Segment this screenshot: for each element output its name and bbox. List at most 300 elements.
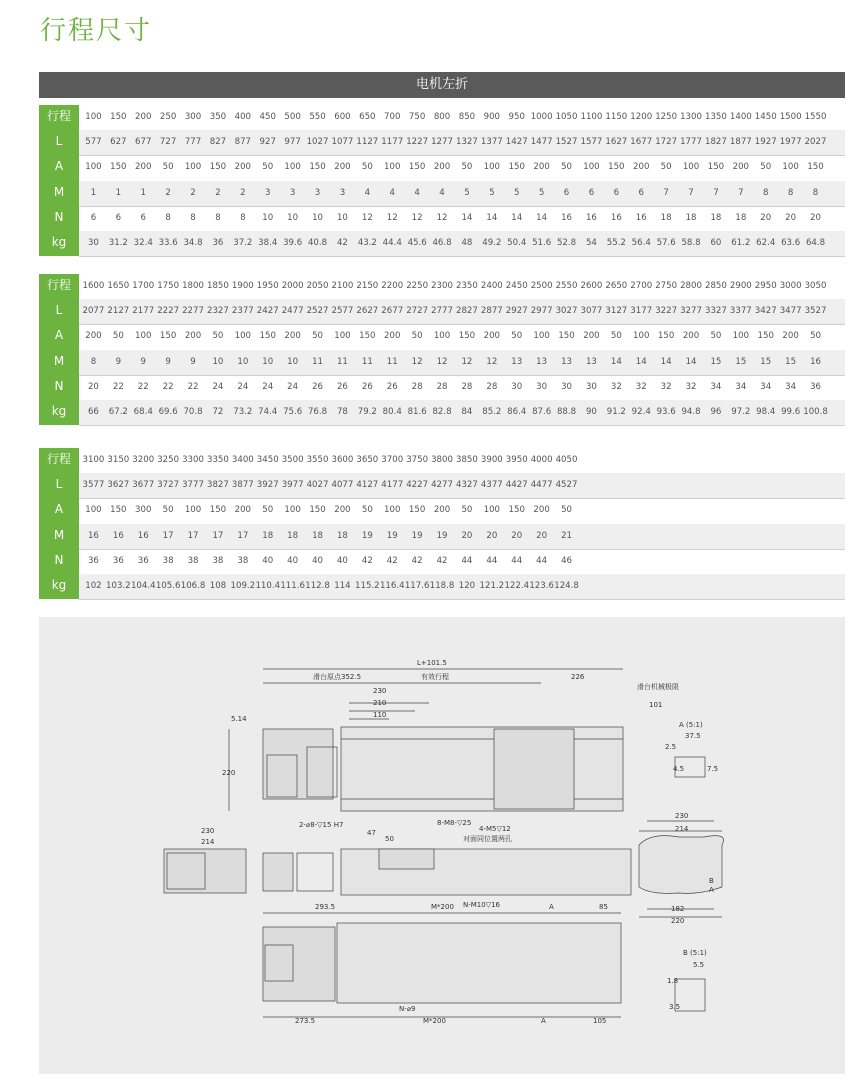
table-cell: 50 [262,505,274,516]
table-cell: 3027 [555,306,578,317]
table-cell: 100 [85,505,102,516]
table-cell: 3127 [605,306,628,317]
table-cell: 50 [710,331,722,342]
table-cell: 50 [561,162,572,173]
label-a: A [709,886,714,894]
table-cell: 150 [159,331,177,342]
table-cell: 20 [810,212,821,223]
table-cell: 38 [237,555,249,566]
table-cell: 123.6 [529,581,554,591]
table-cell: 20 [536,530,548,541]
table-cell: 85.2 [482,407,502,417]
table-cell: 150 [408,505,426,516]
table-cell: 550 [309,112,326,122]
table-cell: 1677 [630,137,653,148]
table-cell: 104.4 [130,581,156,591]
table-cell: 26 [361,381,373,392]
row-label: kg [51,404,67,418]
table-cell: 1127 [356,137,379,148]
table-cell: 102 [85,581,102,591]
table-cell: 10 [336,212,348,223]
table-row [79,324,845,350]
table-cell: 3427 [754,306,777,317]
table-cell: 54 [585,238,597,248]
table-cell: 977 [284,137,301,148]
table-cell: 72 [212,407,224,417]
table-cell: 3627 [107,480,130,491]
table-cell: 150 [259,331,276,342]
row-label: M [53,527,65,542]
dim-105: 105 [593,1017,607,1025]
dim-50: 50 [385,835,394,843]
table-cell: 36 [212,238,224,248]
table-cell: 100 [234,331,252,342]
table-cell: 3100 [82,455,105,465]
table-cell: 2550 [555,281,578,291]
table-cell: 200 [135,112,152,122]
table-cell: 100 [184,505,202,516]
dim-2735: 273.5 [295,1017,316,1025]
dim-182: 182 [671,905,685,913]
table-cell: 61.2 [731,238,751,248]
table-cell: 94.8 [681,407,701,417]
table-cell: 150 [408,162,426,173]
table-cell: 3550 [306,455,329,465]
table-cell: 6 [140,212,146,223]
table-cell: 3177 [630,306,653,317]
table-cell: 8 [190,212,196,223]
table-cell: 1650 [107,281,130,291]
table-cell: 200 [334,505,351,516]
table-cell: 1727 [655,137,678,148]
dim-l-total: L+101.5 [417,659,447,667]
table-cell: 3500 [281,455,304,465]
table-cell: 1450 [754,112,777,122]
table-cell: 97.2 [731,407,751,417]
table-cell: 9 [140,356,146,367]
table-cell: 36 [87,555,99,566]
table-cell: 2300 [431,281,453,291]
table-cell: 13 [561,356,572,367]
table-cell: 60 [710,238,722,248]
table-cell: 6 [115,212,122,223]
table-cell: 22 [187,381,199,392]
table-cell: 100 [284,162,301,173]
table-cell: 10 [312,212,323,223]
table-cell: 3 [289,187,296,198]
table-cell: 50 [112,331,124,342]
table-cell: 4127 [356,480,379,491]
table-cell: 52.8 [556,238,577,248]
table-cell: 50 [461,162,473,173]
table-cell: 200 [483,331,501,342]
table-cell: 26 [312,381,323,392]
table-cell: 92.4 [631,407,651,417]
table-cell: 11 [336,356,348,367]
table-cell: 200 [533,162,550,173]
table-cell: 19 [361,530,373,541]
table-row [79,130,845,156]
table-cell: 34 [785,381,797,392]
table-cell: 1577 [580,137,603,148]
table-cell: 1200 [630,112,653,122]
table-cell: 3977 [281,480,304,491]
table-cell: 10 [237,356,249,367]
table-cell: 150 [608,162,625,173]
table-cell: 1377 [480,137,503,148]
table-cell: 81.6 [407,407,427,417]
table-cell: 2400 [480,281,503,291]
table-cell: 2 [240,187,246,198]
dim-holes-h7: 2-⌀8-▽15 H7 [299,821,344,829]
detail-a-title: A (5:1) [679,721,703,729]
table-cell: 18 [735,212,747,223]
table-cell: 3677 [132,480,155,491]
section-banner: 电机左折 [39,72,845,98]
table-cell: 4050 [555,455,578,465]
table-row [79,524,845,550]
table-cell: 50 [262,162,274,173]
table-cell: 2177 [132,306,155,317]
table-cell: 650 [359,112,376,122]
row-label: M [53,353,65,368]
table-cell: 55.2 [606,238,626,248]
table-cell: 150 [757,331,774,342]
table-cell: 200 [433,505,451,516]
row-label: A [54,502,64,517]
dim-210: 210 [373,699,387,707]
table-cell: 1827 [705,137,727,148]
table-cell: 100 [433,331,451,342]
table-cell: 18 [287,530,299,541]
table-cell: 40 [336,555,348,566]
table-cell: 8 [240,212,246,223]
table-cell: 150 [309,505,326,516]
table-cell: 16 [585,212,597,223]
table-cell: 43.2 [357,238,377,248]
table-cell: 66 [87,407,99,417]
table-cell: 2 [165,187,171,198]
table-cell: 1627 [605,137,628,148]
table-cell: 10 [262,212,274,223]
dim-side-214: 214 [675,825,689,833]
table-cell: 3000 [779,281,802,291]
table-cell: 50 [660,162,672,173]
table-cell: 50 [760,162,772,173]
table-cell: 31.2 [108,238,128,248]
table-cell: 200 [284,331,301,342]
table-row [79,549,845,575]
table-cell: 91.2 [606,407,626,417]
table-cell: 4227 [406,480,429,491]
table-cell: 2127 [107,306,130,317]
table-cell: 28 [411,381,423,392]
table-cell: 150 [707,162,725,173]
table-cell: 2377 [231,306,254,317]
table-cell: 122.4 [504,581,530,591]
table-cell: 6 [563,187,570,198]
table-cell: 150 [110,505,127,516]
dim-m10: N-M10▽16 [463,901,500,909]
table-cell: 2077 [82,306,105,317]
table-cell: 2750 [655,281,678,291]
table-cell: 30 [585,381,597,392]
table-cell: 17 [237,530,249,541]
table-cell: 109.2 [230,581,256,591]
table-cell: 14 [461,212,473,223]
table-cell: 78 [336,407,348,417]
dim-220b: 220 [671,917,685,925]
table-cell: 117.6 [404,581,430,591]
table-cell: 2027 [804,137,827,148]
table-cell: 200 [433,162,451,173]
table-cell: 8 [763,187,769,198]
table-cell: 1927 [754,137,777,148]
table-row [79,400,845,426]
table-cell: 1850 [207,281,229,291]
table-cell: 200 [782,331,799,342]
table-cell: 33.6 [158,238,178,248]
table-cell: 76.8 [307,407,328,417]
table-cell: 4427 [505,480,528,491]
table-cell: 2277 [182,306,204,317]
table-cell: 4027 [306,480,329,491]
table-cell: 3300 [182,455,204,465]
table-cell: 3600 [331,455,354,465]
dim-226: 226 [571,673,585,681]
table-cell: 30 [561,381,572,392]
table-cell: 4 [414,187,420,198]
table-cell: 50 [810,331,821,342]
table-cell: 79.2 [357,407,377,417]
table-cell: 100 [583,162,600,173]
table-cell: 32 [660,381,672,392]
table-cell: 12 [411,212,423,223]
table-cell: 13 [536,356,548,367]
table-cell: 68.4 [133,407,153,417]
table-cell: 67.2 [108,407,128,417]
table-cell: 200 [234,162,252,173]
table-cell: 50 [511,331,523,342]
dim-left-230: 230 [201,827,215,835]
table-cell: 22 [112,381,124,392]
table-cell: 3400 [231,455,254,465]
table-cell: 3777 [182,480,204,491]
table-cell: 111.6 [280,581,305,591]
row-label: A [54,328,64,343]
table-cell: 2627 [356,306,379,317]
table-cell: 1077 [331,137,354,148]
table-cell: 30 [536,381,548,392]
table-cell: 727 [159,137,177,148]
dim-45: 4.5 [673,765,685,773]
table-cell: 16 [137,530,149,541]
table-row [79,574,845,600]
table-cell: 44.4 [382,238,402,248]
table-cell: 100 [384,162,401,173]
table-cell: 14 [635,356,647,367]
table-cell: 627 [110,137,127,148]
table-cell: 14 [486,212,498,223]
table-cell: 57.6 [656,238,676,248]
table-cell: 7 [688,187,694,198]
table-cell: 16 [810,356,821,367]
table-cell: 103.2 [106,581,131,591]
table-cell: 1900 [231,281,254,291]
table-cell: 3450 [256,455,279,465]
table-cell: 44 [486,555,498,566]
table-cell: 105.6 [155,581,181,591]
table-cell: 24 [262,381,274,392]
table-cell: 1350 [705,112,727,122]
table-cell: 50 [361,162,373,173]
table-cell: 2677 [381,306,404,317]
table-cell: 3750 [406,455,429,465]
table-cell: 2477 [281,306,304,317]
table-cell: 86.4 [507,407,527,417]
table-cell: 6 [613,187,620,198]
table-cell: 100 [85,162,102,173]
table-cell: 42 [436,555,448,566]
row-label: 行程 [46,452,71,466]
table-cell: 12 [411,356,423,367]
table-cell: 38.4 [258,238,278,248]
table-cell: 63.6 [781,238,801,248]
table-cell: 2527 [306,306,329,317]
table-cell: 3477 [779,306,802,317]
table-cell: 3850 [456,455,478,465]
table-cell: 56.4 [631,238,651,248]
dim-230: 230 [373,687,387,695]
table-cell: 50 [461,505,473,516]
table-cell: 3650 [356,455,379,465]
row-label: 行程 [46,278,71,292]
page-title: 行程尺寸 [40,16,153,46]
table-cell: 16 [561,212,572,223]
table-cell: 82.8 [432,407,452,417]
table-cell: 150 [359,331,376,342]
table-cell: 2700 [630,281,653,291]
table-cell: 5 [464,187,470,198]
row-label: L [55,303,63,318]
dim-a-top: A [549,903,554,911]
table-cell: 4527 [555,480,578,491]
table-cell: 150 [209,505,227,516]
table-cell: 1327 [456,137,478,148]
table-cell: 2250 [406,281,429,291]
technical-drawing [39,617,845,1074]
dim-75: 7.5 [707,765,719,773]
table-cell: 9 [190,356,196,367]
table-cell: 200 [184,331,202,342]
table-cell: 19 [436,530,448,541]
row-label: N [54,378,64,393]
table-row [79,231,845,257]
table-cell: 2577 [331,306,354,317]
table-cell: 1150 [605,112,628,122]
table-cell: 2827 [456,306,478,317]
table-cell: 18 [262,530,274,541]
table-cell: 42 [411,555,423,566]
table-cell: 12 [436,212,448,223]
table-cell: 10 [262,356,274,367]
table-cell: 20 [511,530,523,541]
table-cell: 2000 [281,281,304,291]
table-cell: 14 [536,212,548,223]
table-cell: 3577 [82,480,105,491]
table-row [79,155,845,181]
table-cell: 5 [489,187,495,198]
table-cell: 8 [215,212,221,223]
table-cell: 6 [90,212,97,223]
table-cell: 3927 [256,480,279,491]
dim-side-230: 230 [675,812,689,820]
table-cell: 22 [137,381,149,392]
dim-47: 47 [367,829,376,837]
table-cell: 3050 [804,281,827,291]
table-cell: 26 [336,381,348,392]
table-cell: 32 [610,381,622,392]
table-row [79,350,845,376]
table-cell: 2 [215,187,221,198]
table-row [79,105,845,131]
table-cell: 1427 [505,137,528,148]
table-cell: 18 [312,530,323,541]
dim-55: 5.5 [693,961,705,969]
dim-220: 220 [222,769,236,777]
dim-m200b: M*200 [423,1017,446,1025]
table-cell: 150 [458,331,476,342]
table-cell: 1750 [157,281,180,291]
table-cell: 50 [212,331,224,342]
table-cell: 30 [511,381,523,392]
table-cell: 1977 [779,137,802,148]
table-cell: 3377 [729,306,752,317]
table-cell: 3227 [655,306,678,317]
table-cell: 18 [660,212,672,223]
table-cell: 100 [85,112,102,122]
table-cell: 200 [533,505,550,516]
table-cell: 12 [361,212,373,223]
table-cell: 500 [284,112,301,122]
table-cell: 6 [588,187,595,198]
table-cell: 150 [209,162,227,173]
table-cell: 16 [112,530,124,541]
table-cell: 2450 [505,281,528,291]
table-cell: 2200 [381,281,404,291]
table-cell: 1877 [729,137,752,148]
table-cell: 927 [259,137,276,148]
dim-25: 2.5 [665,743,677,751]
table-cell: 42 [361,555,373,566]
table-cell: 36 [137,555,149,566]
table-cell: 3827 [207,480,229,491]
table-cell: 100 [732,331,750,342]
table-cell: 50 [162,505,174,516]
table-cell: 2 [190,187,196,198]
dim-m8: 8-M8-▽25 [437,819,472,827]
table-cell: 4377 [480,480,503,491]
table-cell: 2100 [331,281,354,291]
table-cell: 100 [633,331,650,342]
table-row [79,375,845,401]
table-cell: 100 [782,162,799,173]
table-cell: 13 [585,356,597,367]
table-cell: 1777 [680,137,702,148]
dim-a-bot: A [541,1017,546,1025]
table-cell: 15 [785,356,797,367]
table-cell: 50 [312,331,323,342]
